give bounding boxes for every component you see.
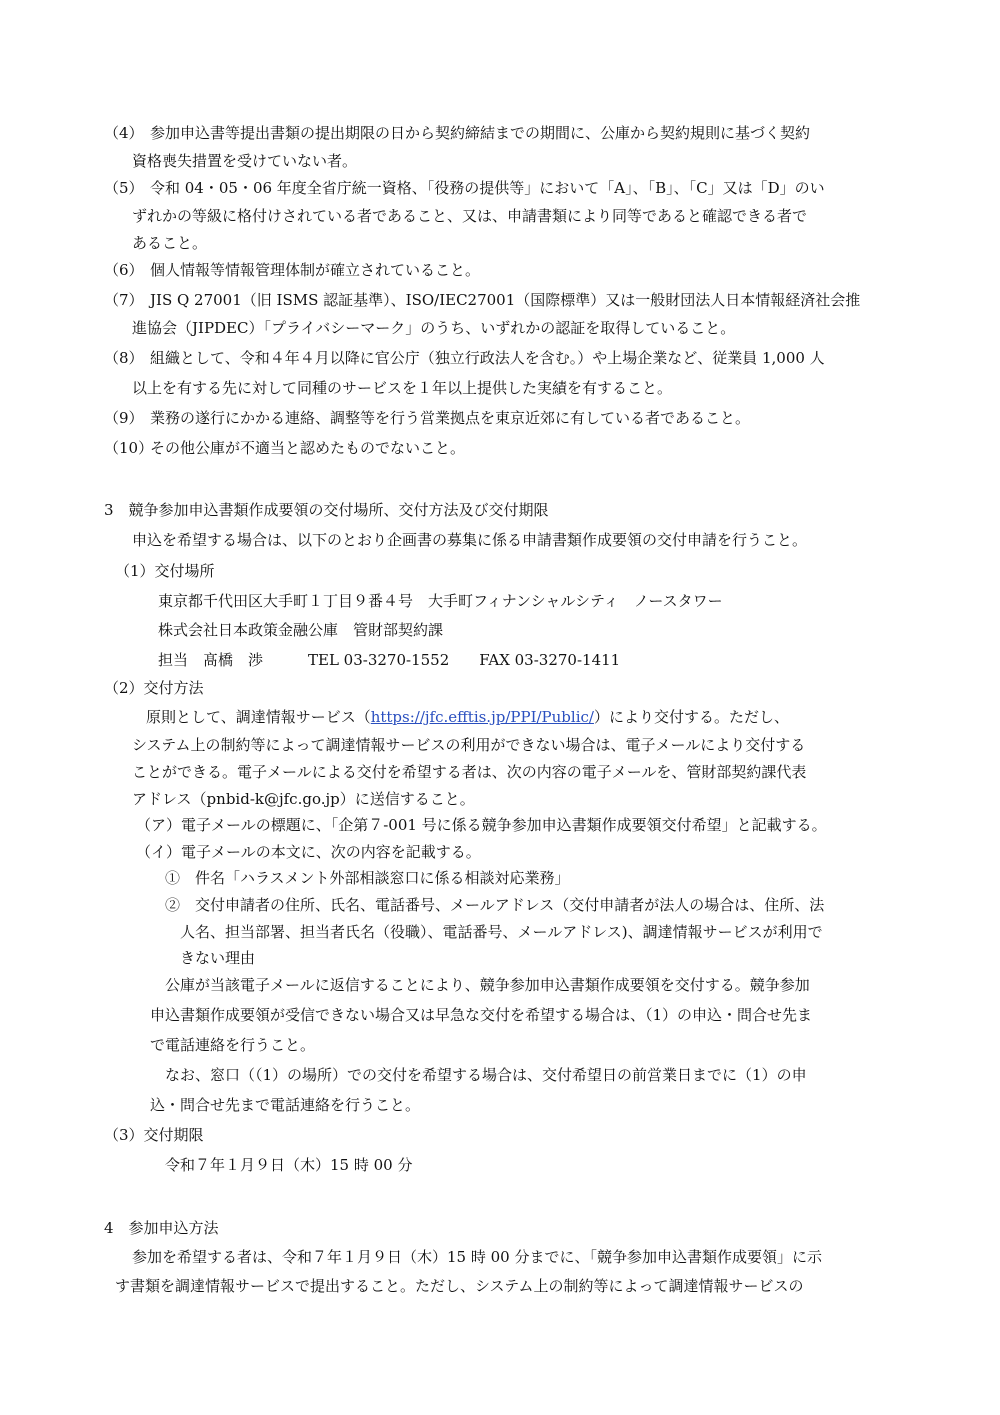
item-number: （10） bbox=[104, 439, 154, 457]
email-body-instruction: （イ）電子メールの本文に、次の内容を記載する。 bbox=[136, 843, 481, 861]
contact-line: 担当 髙橋 渉 TEL 03-3270-1552 FAX 03-3270-1411 bbox=[158, 651, 621, 669]
subsection-heading: （1）交付場所 bbox=[115, 562, 215, 580]
item-text: 資格喪失措置を受けていない者。 bbox=[132, 152, 358, 170]
item-text: 令和 04・05・06 年度全省庁統一資格、「役務の提供等」において「A」、「B」、「C」又は「D」のい bbox=[150, 179, 825, 197]
reply-paragraph: 公庫が当該電子メールに返信することにより、競争参加申込書類作成要領を交付する。競争参加 bbox=[165, 976, 810, 994]
item-text: 組織として、令和４年４月以降に官公庁（独立行政法人を含む。）や上場企業など、従業員 1,000 人 bbox=[150, 349, 825, 367]
office-line: 株式会社日本政策金融公庫 管財部契約課 bbox=[158, 621, 444, 639]
counter-paragraph: 込・問合せ先まで電話連絡を行うこと。 bbox=[150, 1096, 421, 1114]
method-line bbox=[146, 707, 789, 727]
reply-paragraph: 申込書類作成要領が受信できない場合又は早急な交付を希望する場合は、（1）の申込・問合せ先ま bbox=[150, 1006, 813, 1024]
item-number: （9） bbox=[104, 409, 144, 427]
email-subject-instruction: （ア）電子メールの標題に、「企第７-001 号に係る競争参加申込書類作成要領交付希望」と記載する。 bbox=[136, 816, 827, 834]
item-text: 以上を有する先に対して同種のサービスを１年以上提供した実績を有すること。 bbox=[132, 379, 673, 397]
item-text: 参加申込書等提出書類の提出期限の日から契約締結までの期間に、公庫から契約規則に基づく契約 bbox=[150, 124, 811, 142]
reply-paragraph: で電話連絡を行うこと。 bbox=[150, 1036, 316, 1054]
deadline-value: 令和７年１月９日（木）15 時 00 分 bbox=[165, 1156, 413, 1174]
item-text: あること。 bbox=[132, 234, 208, 252]
section-heading: 3 競争参加申込書類作成要領の交付場所、交付方法及び交付期限 bbox=[104, 501, 549, 519]
method-line: ことができる。電子メールによる交付を希望する者は、次の内容の電子メールを、管財部契約課代表 bbox=[132, 763, 807, 781]
section-paragraph: す書類を調達情報サービスで提出すること。ただし、システム上の制約等によって調達情報サービスの bbox=[115, 1277, 804, 1295]
subsection-heading: （3）交付期限 bbox=[104, 1126, 204, 1144]
item-text: ずれかの等級に格付けされている者であること、又は、申請書類により同等であると確認できる者で bbox=[132, 207, 808, 225]
item-text: 個人情報等情報管理体制が確立されていること。 bbox=[150, 261, 481, 279]
method-line: システム上の制約等によって調達情報サービスの利用ができない場合は、電子メールにより交付する bbox=[132, 736, 806, 754]
body-item-2: 人名、担当部署、担当者氏名（役職）、電話番号、メールアドレス)、調達情報サービスが利用で bbox=[180, 923, 823, 941]
subsection-heading: （2）交付方法 bbox=[104, 679, 204, 697]
section-paragraph: 参加を希望する者は、令和７年１月９日（木）15 時 00 分までに、「競争参加申込書類作成要領」に示 bbox=[132, 1248, 822, 1266]
item-text: 業務の遂行にかかる連絡、調整等を行う営業拠点を東京近郊に有している者であること。 bbox=[150, 409, 751, 427]
body-item-2: きない理由 bbox=[180, 949, 256, 967]
item-text: その他公庫が不適当と認めたものでないこと。 bbox=[150, 439, 466, 457]
counter-paragraph: なお、窓口（（1）の場所）での交付を希望する場合は、交付希望日の前営業日までに（1）の申 bbox=[165, 1066, 807, 1084]
procurement-service-link[interactable]: https://jfc.efftis.jp/PPI/Public/ bbox=[370, 708, 594, 726]
method-text-post: ）により交付する。ただし、 bbox=[593, 708, 789, 726]
item-number: （8） bbox=[104, 349, 144, 367]
section-intro: 申込を希望する場合は、以下のとおり企画書の募集に係る申請書類作成要領の交付申請を行うこと。 bbox=[132, 531, 808, 549]
item-number: （6） bbox=[104, 261, 144, 279]
item-number: （5） bbox=[104, 179, 144, 197]
method-line: アドレス（pnbid-k@jfc.go.jp）に送信すること。 bbox=[132, 790, 475, 808]
section-heading: 4 参加申込方法 bbox=[104, 1219, 219, 1237]
body-item-2: ② 交付申請者の住所、氏名、電話番号、メールアドレス（交付申請者が法人の場合は、住所、法 bbox=[165, 896, 825, 914]
item-number: （4） bbox=[104, 124, 144, 142]
item-text: JIS Q 27001（旧 ISMS 認証基準）、ISO/IEC27001（国際標準）又は一般財団法人日本情報経済社会推 bbox=[150, 291, 861, 309]
address-line: 東京都千代田区大手町１丁目９番４号 大手町フィナンシャルシティ ノースタワー bbox=[158, 592, 723, 610]
item-number: （7） bbox=[104, 291, 144, 309]
method-text-pre: 原則として、調達情報サービス（ bbox=[146, 708, 371, 726]
body-item-1: ① 件名「ハラスメント外部相談窓口に係る相談対応業務」 bbox=[165, 869, 570, 887]
item-text: 進協会（JIPDEC）「プライバシーマーク」のうち、いずれかの認証を取得していること。 bbox=[132, 319, 736, 337]
